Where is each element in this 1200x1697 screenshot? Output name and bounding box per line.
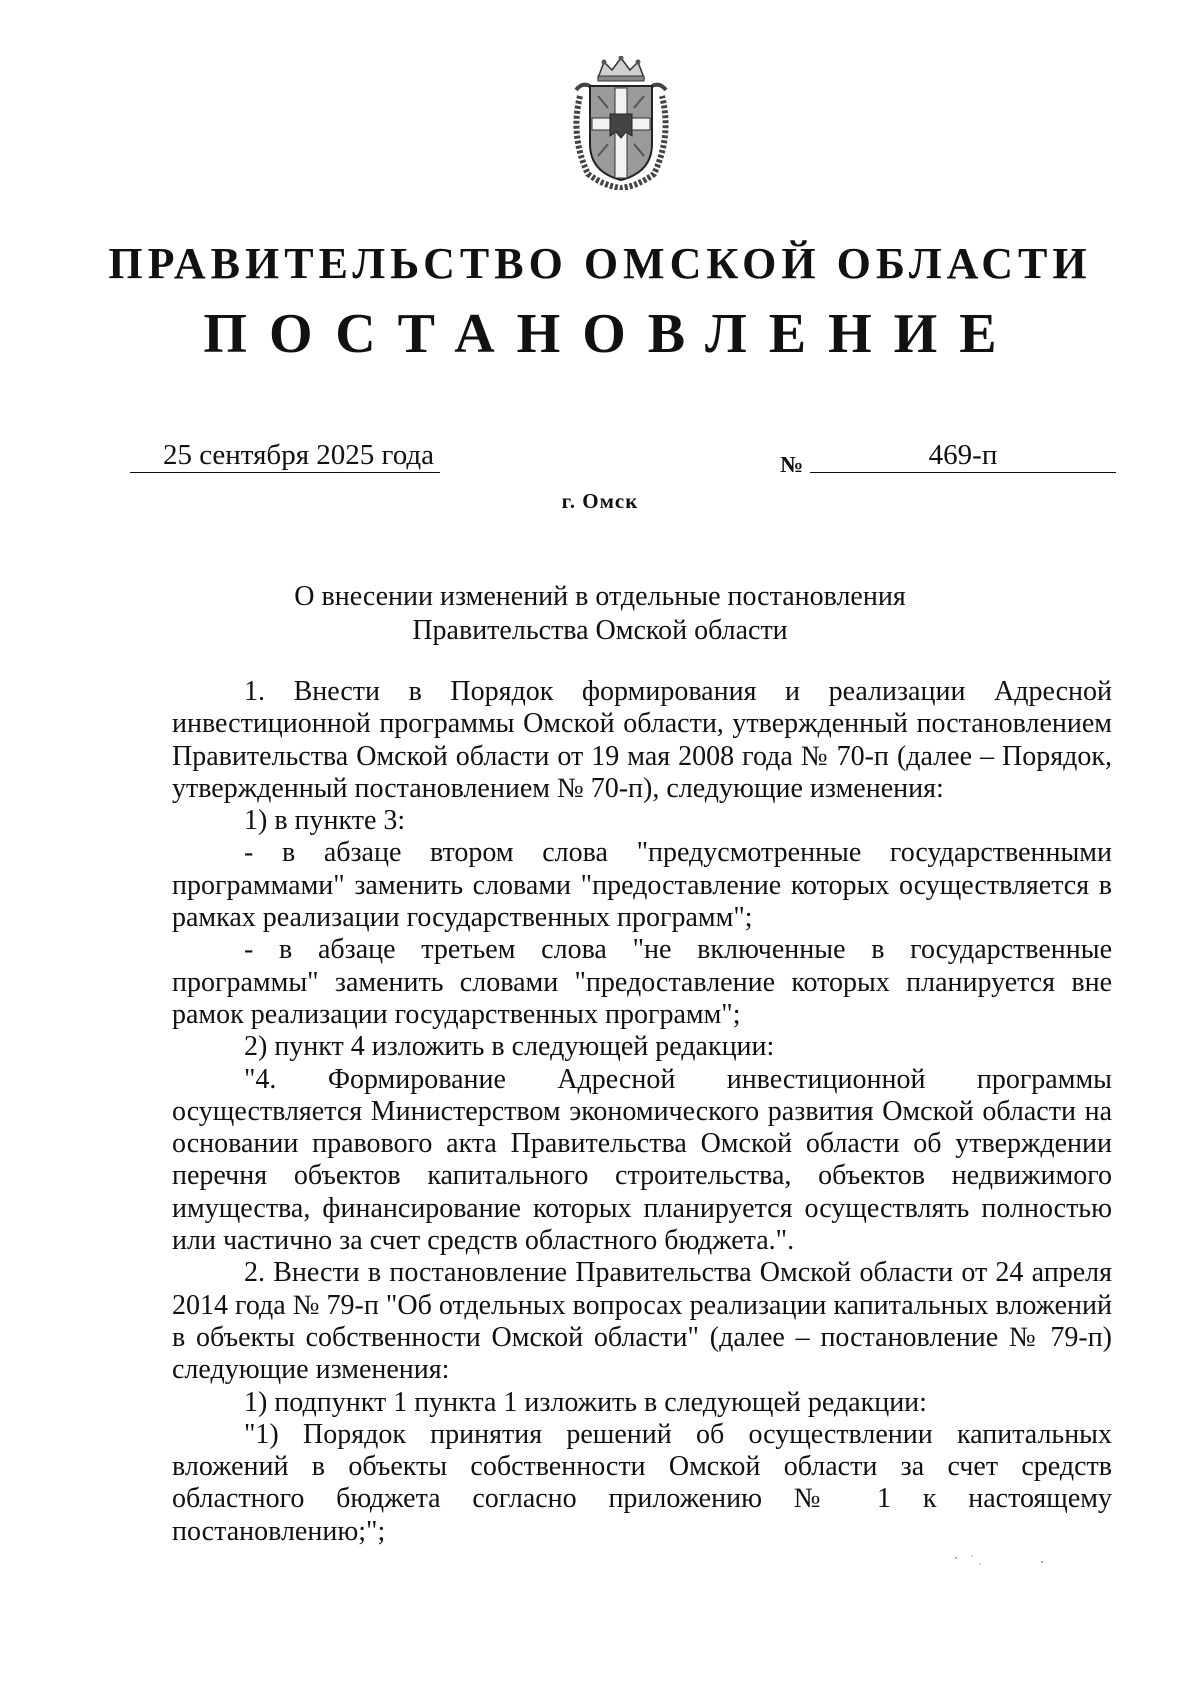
- scan-specks: [950, 1552, 1050, 1572]
- paragraph: - в абзаце втором слова "предусмотренные государственными программами" заменить словами "предоставление которых осуществляется в рамках реализации государственных программ";: [172, 837, 1112, 934]
- city-name: г. Омск: [561, 489, 639, 513]
- document-date: 25 сентября 2025 года: [130, 438, 440, 473]
- paragraph: 1. Внести в Порядок формирования и реализации Адресной инвестиционной программы Омской области, утвержденный постановлением Правительства Омской области от 19 мая 2008 года № 70-п (далее – Порядок, утвержденный постановлением № 70-п), следующие изменения:: [172, 676, 1112, 804]
- number-sign: №: [780, 452, 804, 477]
- paragraph: 1) подпункт 1 пункта 1 изложить в следующей редакции:: [244, 1386, 927, 1418]
- document-body: [172, 676, 1112, 1548]
- paragraph: - в абзаце третьем слова "не включенные в государственные программы" заменить словами "предоставление которых планируется вне рамок реализации государственных программ";: [172, 934, 1112, 1030]
- paragraph: 2) пункт 4 изложить в следующей редакции:: [244, 1031, 775, 1063]
- document-subject: [0, 580, 1200, 648]
- subject-line-1: О внесении изменений в отдельные постановления: [294, 581, 906, 612]
- paragraph: 2. Внести в постановление Правительства Омской области от 24 апреля 2014 года № 79-п "Об отдельных вопросах реализации капитальных вложений в объекты собственности Омской области" (далее – постановление № 79-п) следующие изменения:: [172, 1257, 1112, 1386]
- paragraph: "4. Формирование Адресной инвестиционной программы осуществляется Министерством экономического развития Омской области на основании правового акта Правительства Омской области об утверждении перечня объектов капитального строительства, объектов недвижимого имущества, финансирование которых планируется осуществлять полностью или частично за счет средств областного бюджета.".: [172, 1063, 1112, 1257]
- document-number: 469-п: [810, 438, 1116, 473]
- paragraph: "1) Порядок принятия решений об осуществлении капитальных вложений в объекты собственности Омской области за счет средств областного бюджета согласно приложению № 1 к настоящему постановлению;";: [172, 1418, 1112, 1547]
- document-type-title: ПОСТАНОВЛЕНИЕ: [203, 303, 1019, 365]
- subject-line-2: Правительства Омской области: [412, 615, 788, 646]
- coat-of-arms-emblem: [568, 56, 674, 190]
- government-title: ПРАВИТЕЛЬСТВО ОМСКОЙ ОБЛАСТИ: [108, 239, 1092, 288]
- paragraph: 1) в пункте 3:: [244, 805, 406, 837]
